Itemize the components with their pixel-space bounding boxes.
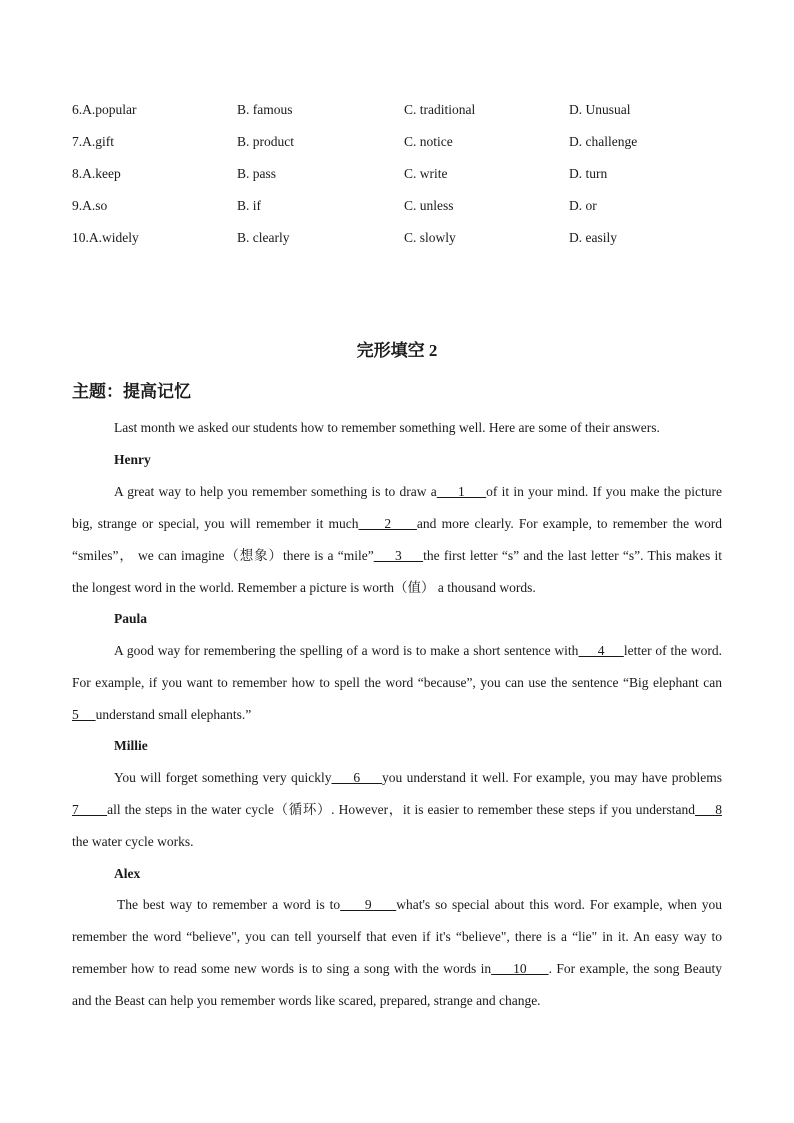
passage-line	[72, 800, 722, 820]
option-c: C. notice	[404, 134, 453, 149]
option-d: D. or	[569, 198, 597, 213]
option-d: D. turn	[569, 166, 608, 181]
option-b: B. clearly	[237, 230, 290, 245]
passage-line: and the Beast can help you remember words like scared, prepared, strange and change.	[72, 993, 541, 1008]
option-c: C. slowly	[404, 230, 456, 245]
text-segment: The best way to remember a word is to	[117, 897, 341, 912]
option-a: 6.A.popular	[72, 102, 137, 117]
text-segment: what's so special about this word. For example, when you	[396, 897, 723, 912]
option-d: D. challenge	[569, 134, 638, 149]
passage-line	[114, 768, 722, 788]
text-segment: letter of the word.	[623, 643, 723, 658]
option-b: B. product	[237, 134, 294, 149]
option-c: C. unless	[404, 198, 454, 213]
passage-line	[72, 514, 722, 534]
passage-line: remember the word “believe", you can tell yourself that even if it's “believe", there is a “lie" in it. An easy way to	[72, 929, 722, 944]
passage-line	[72, 705, 722, 725]
text-segment: of it in your mind. If you make the picture	[486, 484, 723, 499]
blank-9: 9	[340, 897, 397, 912]
option-d: D. Unusual	[569, 102, 631, 117]
option-a: 9.A.so	[72, 198, 108, 213]
intro-text: Last month we asked our students how to remember something well. Here are some of their answers.	[114, 420, 660, 435]
speaker-name-alex: Alex	[114, 866, 141, 881]
option-d: D. easily	[569, 230, 617, 245]
passage-line	[114, 641, 722, 661]
option-b: B. pass	[237, 166, 277, 181]
blank-10: 10	[491, 961, 549, 976]
blank-5: 5	[72, 707, 96, 722]
option-a: 10.A.widely	[72, 230, 139, 245]
option-b: B. if	[237, 198, 262, 213]
speaker-name-millie: Millie	[114, 738, 148, 753]
passage-line	[72, 959, 722, 979]
speaker-name-paula: Paula	[114, 611, 148, 626]
text-segment: the first letter “s” and the last letter “s”. This makes it	[423, 548, 723, 563]
text-segment: big, strange or special, you will remember it much	[72, 516, 359, 531]
text-segment: . For example, the song Beauty	[548, 961, 723, 976]
text-segment: A great way to help you remember something is to draw a	[114, 484, 437, 499]
passage-line: For example, if you want to remember how to spell the word “because”, you can use the sentence “Big elephant can	[72, 675, 722, 690]
passage-line: the longest word in the world. Remember a picture is worth（值） a thousand words.	[72, 580, 536, 595]
text-segment: You will forget something very quickly	[114, 770, 332, 785]
text-segment: understand small elephants.”	[95, 707, 252, 722]
option-c: C. traditional	[404, 102, 476, 117]
topic-heading: 主题：提高记忆	[72, 382, 191, 401]
blank-6: 6	[331, 770, 382, 785]
text-segment: “smiles”， we can imagine（想象）there is a “mile”	[72, 548, 374, 563]
blank-7: 7	[72, 802, 108, 817]
passage-line	[117, 895, 722, 915]
option-b: B. famous	[237, 102, 293, 117]
section-title: 完形填空 2	[356, 341, 438, 360]
blank-8: 8	[695, 802, 723, 817]
speaker-name-henry: Henry	[114, 452, 151, 467]
passage-line: the water cycle works.	[72, 834, 194, 849]
text-segment: all the steps in the water cycle（循环）. However，it is easier to remember these steps if you understand	[107, 802, 696, 817]
passage-line	[72, 546, 722, 566]
option-a: 8.A.keep	[72, 166, 121, 181]
option-c: C. write	[404, 166, 448, 181]
blank-4: 4	[578, 643, 624, 658]
text-segment: A good way for remembering the spelling of a word is to make a short sentence with	[114, 643, 579, 658]
text-segment: and more clearly. For example, to remember the word	[416, 516, 722, 531]
blank-2: 2	[358, 516, 417, 531]
option-a: 7.A.gift	[72, 134, 114, 149]
text-segment: remember how to read some new words is to sing a song with the words in	[72, 961, 492, 976]
passage-line	[114, 482, 722, 502]
blank-1: 1	[436, 484, 487, 499]
blank-3: 3	[373, 548, 424, 563]
text-segment: you understand it well. For example, you may have problems	[381, 770, 722, 785]
